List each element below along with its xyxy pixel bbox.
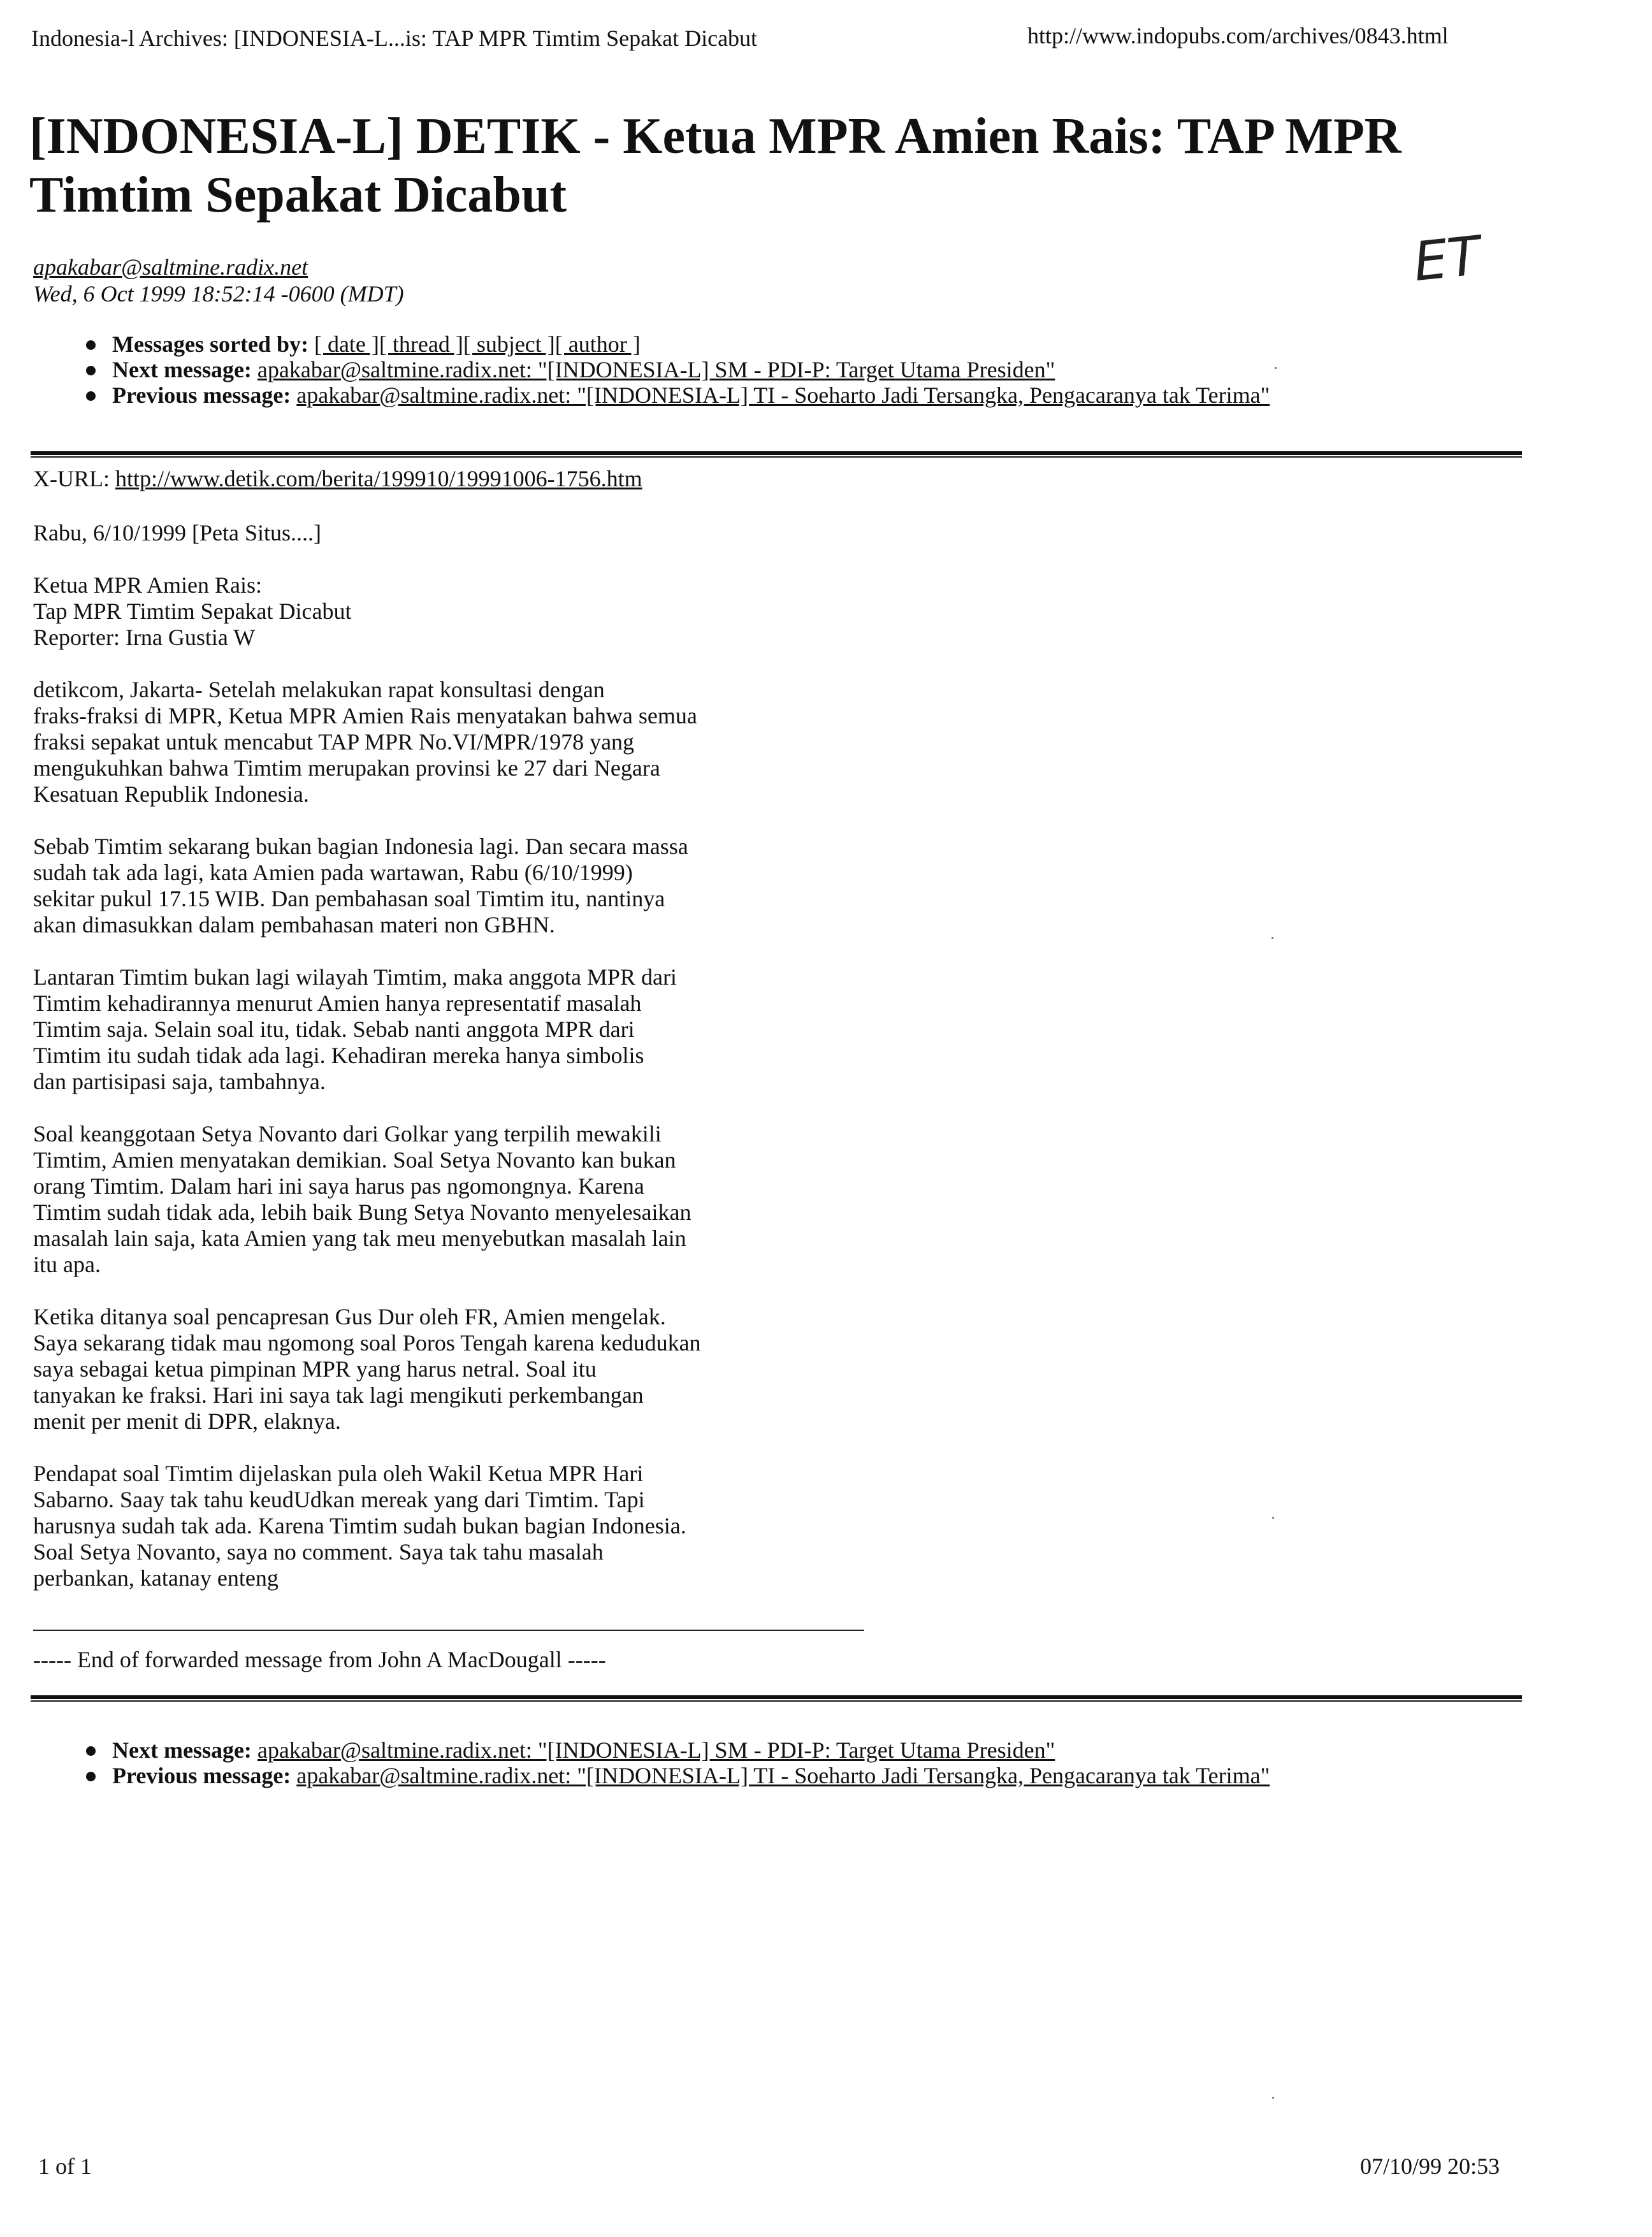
next-message-label: Next message: [112, 1737, 252, 1763]
body-paragraph: Soal keanggotaan Setya Novanto dari Golkar yang terpilih mewakili Timtim, Amien menyatakan demikian. Soal Setya Novanto kan bukan orang Timtim. Dalam hari ini saya harus pas ngomongnya. Karena Timtim sudah tidak ada, lebih baik Bung Setya Novanto menyelesaikan masalah lain saja, kata Amien yang tak meu menyebutkan masalah lain itu apa. [33, 1121, 692, 1277]
previous-message-label: Previous message: [112, 382, 291, 408]
next-message-label: Next message: [112, 357, 252, 382]
end-separator [33, 1630, 864, 1631]
body-paragraph: detikcom, Jakarta- Setelah melakukan rapat konsultasi dengan fraks-fraksi di MPR, Ketua MPR Amien Rais menyatakan bahwa semua fraksi sepakat untuk mencabut TAP MPR No.VI/MPR/1978 yang mengukuhkan bahwa Timtim merupakan provinsi ke 27 dari Negara Kesatuan Republik Indonesia. [33, 677, 697, 807]
x-url-line [33, 465, 642, 492]
body-paragraph: Lantaran Timtim bukan lagi wilayah Timtim, maka anggota MPR dari Timtim kehadirannya menurut Amien hanya representatif masalah Timtim saja. Selain soal itu, tidak. Sebab nanti anggota MPR dari Timtim itu sudah tidak ada lagi. Kehadiran mereka hanya simbolis dan partisipasi saja, tambahnya. [33, 964, 677, 1094]
body-paragraph: Ketika ditanya soal pencapresan Gus Dur oleh FR, Amien mengelak. Saya sekarang tidak mau ngomong soal Poros Tengah karena kedudukan saya sebagai ketua pimpinan MPR yang harus netral. Soal itu tanyakan ke fraksi. Hari ini saya tak lagi mengikuti perkembangan menit per menit di DPR, elaknya. [33, 1304, 701, 1434]
body-paragraph: Ketua MPR Amien Rais: Tap MPR Timtim Sepakat Dicabut Reporter: Irna Gustia W [33, 572, 352, 650]
top-divider-thin [31, 456, 1522, 458]
previous-message-link[interactable]: apakabar@saltmine.radix.net: "[INDONESIA-L] TI - Soeharto Jadi Tersangka, Pengacaranya tak Terima" [296, 1763, 1270, 1788]
x-url-link[interactable]: http://www.detik.com/berita/199910/19991006-1756.htm [115, 466, 642, 491]
page-title: [INDONESIA-L] DETIK - Ketua MPR Amien Rais: TAP MPR Timtim Sepakat Dicabut [29, 108, 1402, 223]
sort-by-thread-link[interactable]: [ thread ] [379, 331, 463, 357]
scan-speck [1272, 2097, 1274, 2099]
print-datetime: 07/10/99 20:53 [1360, 2154, 1500, 2179]
scan-speck [1272, 937, 1273, 939]
previous-message-item [0, 382, 1270, 408]
bottom-divider [31, 1695, 1522, 1699]
sorted-by-label: Messages sorted by: [112, 331, 308, 357]
next-message-item [0, 357, 1270, 382]
body-paragraph: Pendapat soal Timtim dijelaskan pula oleh Wakil Ketua MPR Hari Sabarno. Saay tak tahu keudUdkan mereak yang dari Timtim. Tapi harusnya sudah tak ada. Karena Timtim sudah bukan bagian Indonesia. Soal Setya Novanto, saya no comment. Saya tak tahu masalah perbankan, katanay enteng [33, 1461, 686, 1591]
scan-speck [1272, 1517, 1274, 1519]
next-message-item [0, 1737, 1270, 1763]
sort-by-date-link[interactable]: [ date ] [314, 331, 379, 357]
body-paragraph: Sebab Timtim sekarang bukan bagian Indonesia lagi. Dan secara massa sudah tak ada lagi, kata Amien pada wartawan, Rabu (6/10/1999) sekitar pukul 17.15 WIB. Dan pembahasan soal Timtim itu, nantinya akan dimasukkan dalam pembahasan materi non GBHN. [33, 834, 688, 938]
end-forwarded-message: ----- End of forwarded message from John A MacDougall ----- [33, 1647, 606, 1672]
next-message-link[interactable]: apakabar@saltmine.radix.net: "[INDONESIA-L] SM - PDI-P: Target Utama Presiden" [257, 1737, 1055, 1763]
print-header-url: http://www.indopubs.com/archives/0843.html [1027, 23, 1449, 48]
sort-links-item [0, 331, 1270, 357]
bottom-divider-thin [31, 1700, 1522, 1702]
body-paragraph: Rabu, 6/10/1999 [Peta Situs....] [33, 520, 321, 546]
next-message-link[interactable]: apakabar@saltmine.radix.net: "[INDONESIA-L] SM - PDI-P: Target Utama Presiden" [257, 357, 1055, 382]
print-header-title: Indonesia-l Archives: [INDONESIA-L...is: TAP MPR Timtim Sepakat Dicabut [31, 25, 758, 51]
message-body [33, 520, 925, 1618]
sort-by-subject-link[interactable]: [ subject ] [463, 331, 555, 357]
top-navigation [0, 331, 1270, 408]
sort-by-author-link[interactable]: [ author ] [554, 331, 641, 357]
handwritten-mark: ET [1410, 224, 1484, 294]
x-url-label: X-URL: [33, 466, 110, 491]
author-line [33, 254, 308, 280]
author-email-link[interactable]: apakabar@saltmine.radix.net [33, 254, 308, 280]
page-number: 1 of 1 [38, 2154, 92, 2179]
bottom-navigation [0, 1737, 1270, 1788]
message-date: Wed, 6 Oct 1999 18:52:14 -0600 (MDT) [33, 281, 404, 307]
scan-speck [1275, 367, 1277, 369]
previous-message-link[interactable]: apakabar@saltmine.radix.net: "[INDONESIA-L] TI - Soeharto Jadi Tersangka, Pengacaranya tak Terima" [296, 382, 1270, 408]
top-divider [31, 451, 1522, 455]
previous-message-label: Previous message: [112, 1763, 291, 1788]
previous-message-item [0, 1763, 1270, 1788]
